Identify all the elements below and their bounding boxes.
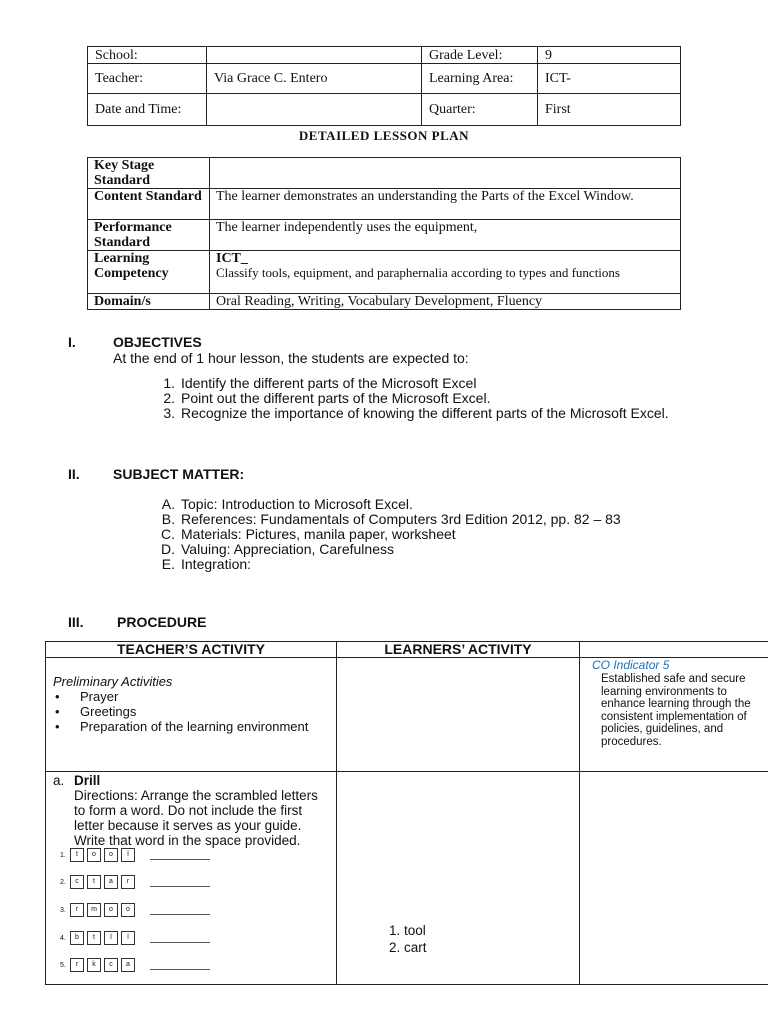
drill-directions: Directions: Arrange the scrambled letters to form a word. Do not include the first letter because it serves as your guide. Write that word in the space provided. xyxy=(74,788,318,848)
subject-heading: SUBJECT MATTER: xyxy=(113,466,245,482)
school-value xyxy=(207,47,422,64)
indicator-header xyxy=(580,642,768,658)
competency-code: ICT_ xyxy=(216,251,248,266)
domains-label: Domain/s xyxy=(88,294,210,310)
list-item: C. Materials: Pictures, manila paper, worksheet xyxy=(161,526,456,542)
drill-row-3: 3. r m o o xyxy=(60,903,210,917)
answer-blank[interactable] xyxy=(150,906,210,915)
performance-standard-label: Performance Standard xyxy=(88,220,210,251)
content-standard-label: Content Standard xyxy=(88,189,210,220)
procedure-number: III. xyxy=(68,614,84,630)
list-item: 1. Identify the different parts of the Microsoft Excel xyxy=(163,375,477,391)
performance-standard-value: The learner independently uses the equipment, xyxy=(210,220,681,251)
list-item: • Prayer xyxy=(55,689,119,704)
drill-row-2: 2. c t a r xyxy=(60,875,210,889)
header-table xyxy=(87,46,681,126)
drill-row-5: 5. r k c a xyxy=(60,958,210,972)
page-title: DETAILED LESSON PLAN xyxy=(298,128,470,143)
learning-area-value: ICT- xyxy=(538,64,681,94)
drill-row-4: 4. b t l l xyxy=(60,931,210,945)
list-item: 2. cart xyxy=(389,940,427,955)
objectives-number: I. xyxy=(68,334,76,350)
list-item: 3. Recognize the importance of knowing the different parts of the Microsoft Excel. xyxy=(163,405,669,421)
date-value xyxy=(207,94,422,126)
answer-blank[interactable] xyxy=(150,961,210,970)
learning-area-label: Learning Area: xyxy=(422,64,538,94)
list-item: • Preparation of the learning environment xyxy=(55,719,309,734)
drill-answers-cell xyxy=(337,772,580,985)
procedure-table xyxy=(45,641,768,985)
school-label: School: xyxy=(88,47,207,64)
key-stage-value xyxy=(210,158,681,189)
domains-value: Oral Reading, Writing, Vocabulary Development, Fluency xyxy=(210,294,681,310)
co-indicator-title: CO Indicator 5 xyxy=(592,658,670,672)
list-item: 1. tool xyxy=(389,923,426,938)
teacher-value: Via Grace C. Entero xyxy=(207,64,422,94)
content-standard-value: The learner demonstrates an understanding the Parts of the Excel Window. xyxy=(210,189,681,220)
grade-value: 9 xyxy=(538,47,681,64)
list-item: D. Valuing: Appreciation, Carefulness xyxy=(161,541,394,557)
answers-list xyxy=(389,922,427,956)
subject-number: II. xyxy=(68,466,80,482)
objectives-heading: OBJECTIVES xyxy=(113,334,202,350)
list-item: A. Topic: Introduction to Microsoft Excel. xyxy=(161,496,413,512)
list-item: E. Integration: xyxy=(161,556,252,572)
drill-cell xyxy=(46,772,337,985)
drill-row-1: 1. t o o l xyxy=(60,848,210,862)
learning-competency-value xyxy=(210,251,681,294)
co-indicator-text: Established safe and secure learning environments to enhance learning through the consistent implementation of policies, guidelines, and procedures. xyxy=(601,673,751,748)
learning-competency-label: Learning Competency xyxy=(88,251,210,294)
drill-title: Drill xyxy=(74,773,101,788)
answer-blank[interactable] xyxy=(150,878,210,887)
quarter-label: Quarter: xyxy=(422,94,538,126)
answer-blank[interactable] xyxy=(150,934,210,943)
date-label: Date and Time: xyxy=(88,94,207,126)
teacher-activity-header: TEACHER’S ACTIVITY xyxy=(46,642,337,658)
list-item: 2. Point out the different parts of the Microsoft Excel. xyxy=(163,390,491,406)
prelim-list xyxy=(46,689,336,734)
grade-label: Grade Level: xyxy=(422,47,538,64)
subject-list xyxy=(153,497,753,572)
list-item: • Greetings xyxy=(55,704,137,719)
objectives-list xyxy=(153,376,753,421)
co-indicator-cell xyxy=(580,658,768,772)
teacher-label: Teacher: xyxy=(88,64,207,94)
prelim-cell xyxy=(46,658,337,772)
key-stage-label: Key Stage Standard xyxy=(88,158,210,189)
standards-table xyxy=(87,157,681,310)
drill-letter: a. xyxy=(53,773,65,788)
drill-indicator-cell xyxy=(580,772,768,985)
quarter-value: First xyxy=(538,94,681,126)
procedure-heading: PROCEDURE xyxy=(117,614,207,630)
list-item: B. References: Fundamentals of Computers 3rd Edition 2012, pp. 82 – 83 xyxy=(161,511,621,527)
learners-activity-header: LEARNERS’ ACTIVITY xyxy=(337,642,580,658)
prelim-title: Preliminary Activities xyxy=(53,674,173,689)
competency-text: Classify tools, equipment, and paraphernalia according to types and functions xyxy=(216,265,620,280)
prelim-learners-cell xyxy=(337,658,580,772)
answer-blank[interactable] xyxy=(150,851,210,860)
objectives-intro: At the end of 1 hour lesson, the students are expected to: xyxy=(113,350,469,366)
